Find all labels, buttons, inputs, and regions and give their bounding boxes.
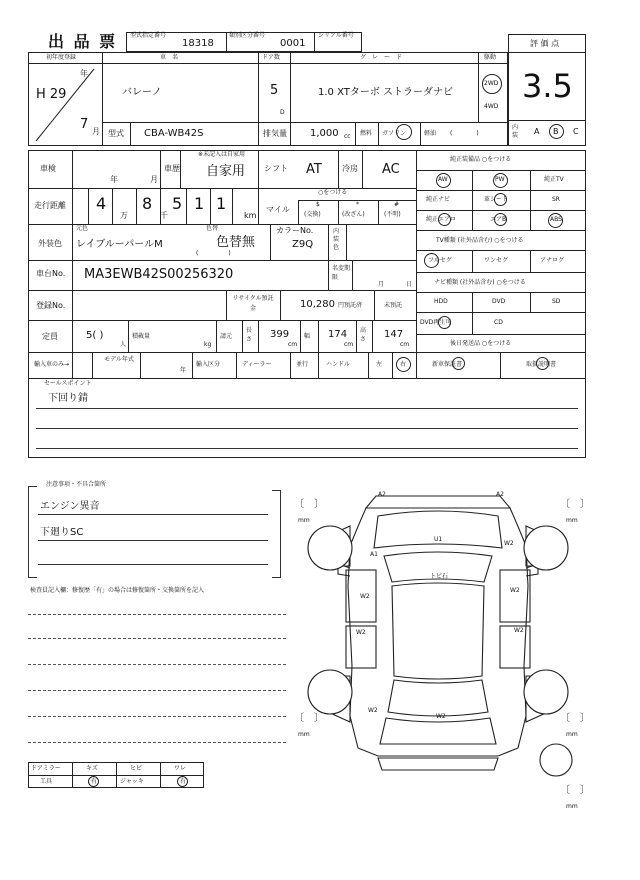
month-unit: 月	[92, 127, 100, 136]
recycle-label: リサイクル預託金	[232, 295, 274, 312]
wheel-front-left	[308, 526, 352, 570]
legend-jack-circle	[177, 776, 188, 787]
legend-break: ワレ	[174, 765, 187, 772]
car-name-label: 車 名	[160, 54, 179, 61]
handle-left: 左	[376, 361, 383, 368]
recycle-value: 10,280	[300, 299, 335, 310]
legend-crack: ヒビ	[130, 765, 143, 772]
color-label: 外装色	[38, 239, 62, 248]
dealer-option: ディーラー	[242, 361, 272, 368]
length-value: 399	[270, 329, 290, 340]
tv-analog: アナログ	[540, 257, 565, 264]
length-unit: cm	[288, 341, 298, 348]
navi-dvd-play: DVD再生可	[420, 319, 452, 326]
int-b: B	[553, 127, 559, 136]
navi-title: ナビ種類 (社外品含む) ○をつける	[434, 279, 526, 286]
mileage-digit-2: 8	[142, 194, 153, 213]
class-no-label: 類別区分番号	[229, 32, 266, 39]
tv-fullseg: フルセグ	[428, 257, 452, 264]
rear-glass	[388, 680, 488, 716]
reg-era: H 29	[36, 87, 67, 102]
orig-color-label: 元色	[76, 225, 89, 232]
request-label: 請元	[220, 333, 233, 340]
mark-u1: U1	[434, 536, 443, 543]
fuel-label: 燃料	[360, 130, 373, 137]
navi-dvd-play-circle	[438, 316, 451, 329]
displacement-label: 排気量	[263, 129, 287, 138]
equip-tv: 純正TV	[544, 176, 564, 183]
sales-point-label: セールスポイント	[44, 380, 92, 387]
car-name: バレーノ	[122, 87, 162, 98]
doors-label: ドア数	[262, 54, 280, 61]
mm-rl: mm	[298, 731, 310, 738]
equip-aero: 純正エアロ	[426, 216, 457, 223]
tamper-mark: *	[356, 201, 359, 208]
tv-oneseg: ワンセグ	[484, 257, 509, 264]
mileage-label: 走行距離	[34, 201, 66, 210]
serial-label: シリアル番号	[318, 32, 354, 39]
not-deposited: 未預託	[384, 302, 403, 309]
ac-value: AC	[382, 162, 400, 177]
type-no-value: 18318	[182, 38, 214, 49]
genuine-title: 純正装備品 ○をつける	[450, 156, 512, 163]
type-no-label: 型式指定番号	[130, 32, 167, 39]
mileage-digit-3: 5	[172, 194, 183, 213]
mm-spare: mm	[566, 803, 578, 810]
int-label: 内装	[512, 124, 519, 139]
load-label: 積載量	[132, 333, 151, 340]
wheel-front-right	[524, 526, 568, 570]
score-label: 評 価 点	[530, 39, 560, 48]
nameexp-day-unit: 日	[406, 281, 413, 288]
equip-pw-circle	[493, 173, 508, 188]
mark-a2-right: A2	[496, 491, 504, 498]
shift-value: AT	[306, 162, 322, 177]
equip-leather: 革シート	[484, 196, 509, 203]
later-warranty-circle	[452, 357, 465, 370]
exchange-label: (交換)	[304, 211, 321, 218]
mark-w2-rear-left: W2	[368, 707, 378, 714]
mileage-unit-man: 万	[120, 211, 128, 220]
nameexp-label: 名変期限	[332, 265, 351, 281]
wheel-rear-left	[308, 670, 352, 714]
equip-abs: ABS	[550, 216, 562, 223]
front-bumper	[366, 496, 510, 508]
width-label: 幅	[304, 333, 311, 340]
mark-w2-front-right: W2	[504, 540, 514, 547]
mark-w2-left-2: W2	[356, 629, 366, 636]
navi-dvd: DVD	[492, 298, 506, 305]
mileage-digit-1: 4	[96, 194, 107, 213]
shift-label: シフト	[264, 164, 288, 173]
int-c: C	[573, 127, 579, 136]
int-b-circle	[549, 124, 564, 139]
later-manual-circle	[536, 357, 549, 370]
chassis-value: MA3EWB42S00256320	[84, 267, 234, 282]
legend-tools-have: 有	[91, 778, 98, 785]
equip-abs-circle	[548, 213, 563, 228]
navi-sd: SD	[552, 298, 561, 305]
spare-tire	[540, 744, 572, 776]
light-oil-paren: ( )	[450, 130, 479, 137]
reg-no-label: 登録No.	[36, 301, 66, 310]
tv-fullseg-circle	[424, 253, 439, 268]
import-type-label: 輸入区分	[196, 361, 221, 368]
legend-doormirror: ドアミラー	[31, 765, 61, 772]
legend-jack: ジャッキ	[120, 778, 144, 785]
equip-navi: 純正ナビ	[426, 196, 451, 203]
mark-w2-right-1: W2	[510, 587, 520, 594]
height-label: 高さ	[360, 327, 367, 343]
mark-stone-chip: トビ石	[430, 573, 449, 580]
front-door-right	[500, 570, 530, 622]
first-reg-label: 初年度登録	[46, 54, 77, 61]
parallel-option: 並行	[296, 361, 309, 368]
model-year-label: モデル年式	[104, 356, 134, 363]
mm-rr: mm	[566, 731, 578, 738]
model-value: CBA-WB42S	[144, 128, 204, 139]
equip-sr: SR	[552, 196, 560, 203]
capacity-label: 定員	[42, 332, 58, 341]
handle-label: ハンドル	[326, 361, 351, 368]
handle-right-circle	[396, 357, 411, 372]
equip-leather-circle	[494, 193, 507, 206]
score-value: 3.5	[522, 67, 573, 105]
width-value: 174	[328, 329, 348, 340]
capacity-value: 5( )	[86, 330, 104, 341]
history-note: ※未記入は自家用	[198, 151, 246, 158]
import-label: 輸入車のみ→	[34, 361, 70, 368]
unknown-mark: #	[394, 201, 400, 208]
equip-pw: PW	[495, 176, 505, 183]
mark-a2-left: A2	[378, 491, 386, 498]
drive-4wd: 4WD	[484, 103, 499, 110]
mileage-digit-5: 1	[216, 194, 227, 213]
shaken-year-unit: 年	[110, 175, 118, 184]
history-label: 車歴	[164, 164, 180, 173]
length-label: 長さ	[246, 327, 253, 343]
notes-bracket-left	[28, 486, 37, 578]
height-unit: cm	[400, 341, 410, 348]
tv-title: TV種類 (社外品含む) ○をつける	[436, 237, 524, 244]
capacity-unit: 人	[120, 341, 127, 348]
navi-cd: CD	[494, 319, 503, 326]
reg-month: 7	[80, 117, 89, 132]
width-unit: cm	[344, 341, 354, 348]
legend-scratch: キズ	[86, 765, 98, 772]
shaken-month-unit: 月	[150, 175, 158, 184]
year-unit: 年	[80, 69, 88, 78]
displacement-value: 1,000	[310, 128, 339, 139]
mark-w2-rear: W2	[436, 713, 446, 720]
equip-airbag: エアB	[490, 216, 507, 223]
mileage-unit-sen: 千	[160, 211, 168, 220]
equip-aero-circle	[438, 213, 451, 226]
sales-point-line1: 下回り錆	[48, 393, 88, 404]
legend-jack-have: 有	[180, 778, 187, 785]
mm-fr: mm	[566, 517, 578, 524]
repaint-paren: ( )	[196, 250, 231, 257]
height-value: 147	[384, 329, 404, 340]
tire-bracket-rr: 〔 〕	[560, 713, 590, 724]
notes-bracket-right	[272, 490, 281, 578]
grade-label: グ レ ー ド	[360, 54, 403, 61]
light-oil-label: 軽油	[424, 130, 437, 137]
mark-w2-left-1: W2	[360, 593, 370, 600]
later-warranty: 新車保証書	[432, 361, 463, 368]
tamper-label: (改ざん)	[342, 211, 365, 218]
model-year-unit: 年	[180, 367, 187, 374]
door-count: 5	[270, 83, 279, 98]
handle-right: 右	[400, 361, 407, 368]
mileage-circle-note: ○をつける	[318, 189, 348, 196]
repaint-label: 色替	[206, 225, 219, 232]
chassis-label: 車台No.	[36, 269, 66, 278]
notes-line2: 下廻りSC	[40, 527, 84, 538]
interior-color-label: 内装色	[333, 228, 340, 251]
color-code-label: カラーNo.	[276, 226, 314, 235]
mark-w2-right-2: W2	[514, 627, 524, 634]
form-title: 出 品 票	[48, 32, 118, 51]
tire-bracket-fl: 〔 〕	[294, 499, 324, 510]
mark-a1: A1	[370, 551, 378, 558]
notes-title: 注意事項・不具合箇所	[46, 481, 107, 488]
grade-value: 1.0 XTターボ ストラーダナビ	[318, 87, 454, 98]
drive-2wd: 2WD	[484, 80, 499, 87]
color-code-value: Z9Q	[292, 239, 314, 250]
equip-aw: AW	[438, 176, 448, 183]
mileage-unit-km: km	[244, 211, 257, 220]
ac-label: 冷房	[342, 164, 358, 173]
exchange-mark: $	[316, 201, 320, 208]
rear-bumper	[378, 758, 498, 770]
mm-fl: mm	[298, 517, 310, 524]
later-manual: 取扱説明書	[526, 361, 557, 368]
unknown-label: (不明)	[384, 211, 401, 218]
reg-date-slash	[28, 63, 102, 146]
nameexp-month-unit: 月	[378, 281, 385, 288]
notes-line1: エンジン異音	[40, 501, 100, 512]
fuel-gasoline: ガソリン	[382, 130, 407, 137]
equip-airbag-circle	[494, 213, 507, 226]
model-label: 型式	[108, 129, 124, 138]
class-no-value: 0001	[280, 38, 306, 49]
tire-bracket-spare: 〔 〕	[560, 785, 590, 796]
mileage-digit-4: 1	[194, 194, 205, 213]
roof	[392, 583, 484, 679]
fuel-circle	[396, 124, 412, 140]
mile-label: マイル	[266, 205, 290, 214]
load-unit: kg	[204, 341, 212, 348]
inspector-note: 検査員記入欄：修復歴「有」の場合は修復箇所・交換箇所を記入	[30, 587, 205, 594]
legend-tools: 工具	[40, 778, 53, 785]
trunk	[380, 718, 496, 744]
wheel-rear-right	[524, 670, 568, 714]
orig-color-value: レイブルーパールM	[76, 239, 163, 250]
later-title: 後日発送品 ○をつける	[450, 340, 512, 347]
tire-bracket-fr: 〔 〕	[560, 499, 590, 510]
door-suffix: D	[280, 109, 285, 116]
navi-hdd: HDD	[434, 298, 448, 305]
history-value: 自家用	[206, 164, 246, 179]
displacement-unit: cc	[344, 133, 351, 140]
int-a: A	[534, 127, 540, 136]
recycle-unit: 円預託済	[338, 302, 363, 309]
equip-aw-circle	[436, 173, 451, 188]
tire-bracket-rl: 〔 〕	[294, 713, 324, 724]
repaint-value: 色替無	[216, 235, 256, 250]
shaken-label: 車検	[40, 164, 56, 173]
legend-tools-circle	[88, 776, 99, 787]
drive-label: 駆動	[484, 54, 497, 61]
